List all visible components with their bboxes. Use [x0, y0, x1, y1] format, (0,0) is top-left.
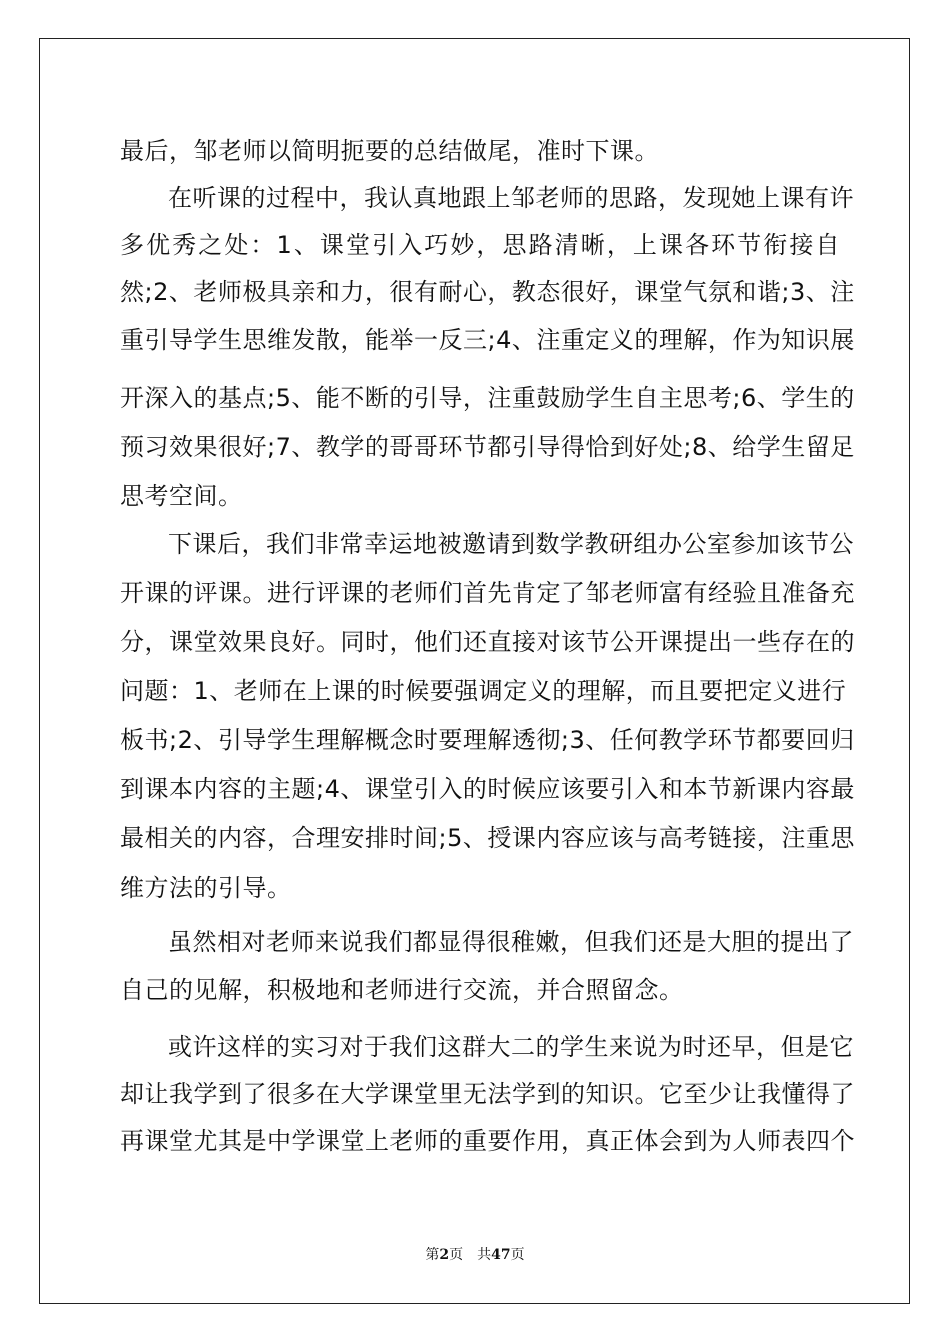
text-line: 在听课的过程中，我认真地跟上邹老师的思路，发现她上课有许 [168, 184, 854, 212]
text-line: 虽然相对老师来说我们都显得很稚嫩，但我们还是大胆的提出了 [168, 928, 854, 956]
text-line: 最后，邹老师以简明扼要的总结做尾，准时下课。 [120, 137, 659, 165]
text-line: 多优秀之处：1、课堂引入巧妙，思路清晰，上课各环节衔接自 [120, 231, 840, 259]
text-line: 分，课堂效果良好。同时，他们还直接对该节公开课提出一些存在的 [120, 628, 855, 656]
text-line: 下课后，我们非常幸运地被邀请到数学教研组办公室参加该节公 [168, 530, 854, 558]
text-line: 板书;2、引导学生理解概念时要理解透彻;3、任何教学环节都要回归 [120, 726, 855, 754]
text-line: 然;2、老师极具亲和力，很有耐心，教态很好，课堂气氛和谐;3、注 [120, 278, 855, 306]
total-pages: 47 [491, 1247, 511, 1263]
text-line: 开课的评课。进行评课的老师们首先肯定了邹老师富有经验且准备充 [120, 579, 855, 607]
text-line: 自己的见解，积极地和老师进行交流，并合照留念。 [120, 976, 684, 1004]
text-line: 到课本内容的主题;4、课堂引入的时候应该要引入和本节新课内容最 [120, 775, 855, 803]
text-line: 开深入的基点;5、能不断的引导，注重鼓励学生自主思考;6、学生的 [120, 384, 855, 412]
text-line: 再课堂尤其是中学课堂上老师的重要作用，真正体会到为人师表四个 [120, 1127, 855, 1155]
text-line: 却让我学到了很多在大学课堂里无法学到的知识。它至少让我懂得了 [120, 1080, 855, 1108]
page-footer [0, 1244, 950, 1264]
text-line: 预习效果很好;7、教学的哥哥环节都引导得恰到好处;8、给学生留足 [120, 433, 855, 461]
text-line: 或许这样的实习对于我们这群大二的学生来说为时还早，但是它 [168, 1033, 854, 1061]
text-line: 问题：1、老师在上课的时候要强调定义的理解，而且要把定义进行 [120, 677, 847, 705]
total-prefix: 共 [477, 1247, 492, 1263]
page-number: 2 [439, 1247, 450, 1263]
total-suffix: 页 [510, 1247, 525, 1263]
text-line: 最相关的内容，合理安排时间;5、授课内容应该与高考链接，注重思 [120, 824, 855, 852]
text-line: 维方法的引导。 [120, 874, 292, 902]
text-line: 思考空间。 [120, 482, 243, 510]
text-line: 重引导学生思维发散，能举一反三;4、注重定义的理解，作为知识展 [120, 326, 855, 354]
page-suffix: 页 [449, 1247, 464, 1263]
page-prefix: 第 [425, 1247, 440, 1263]
